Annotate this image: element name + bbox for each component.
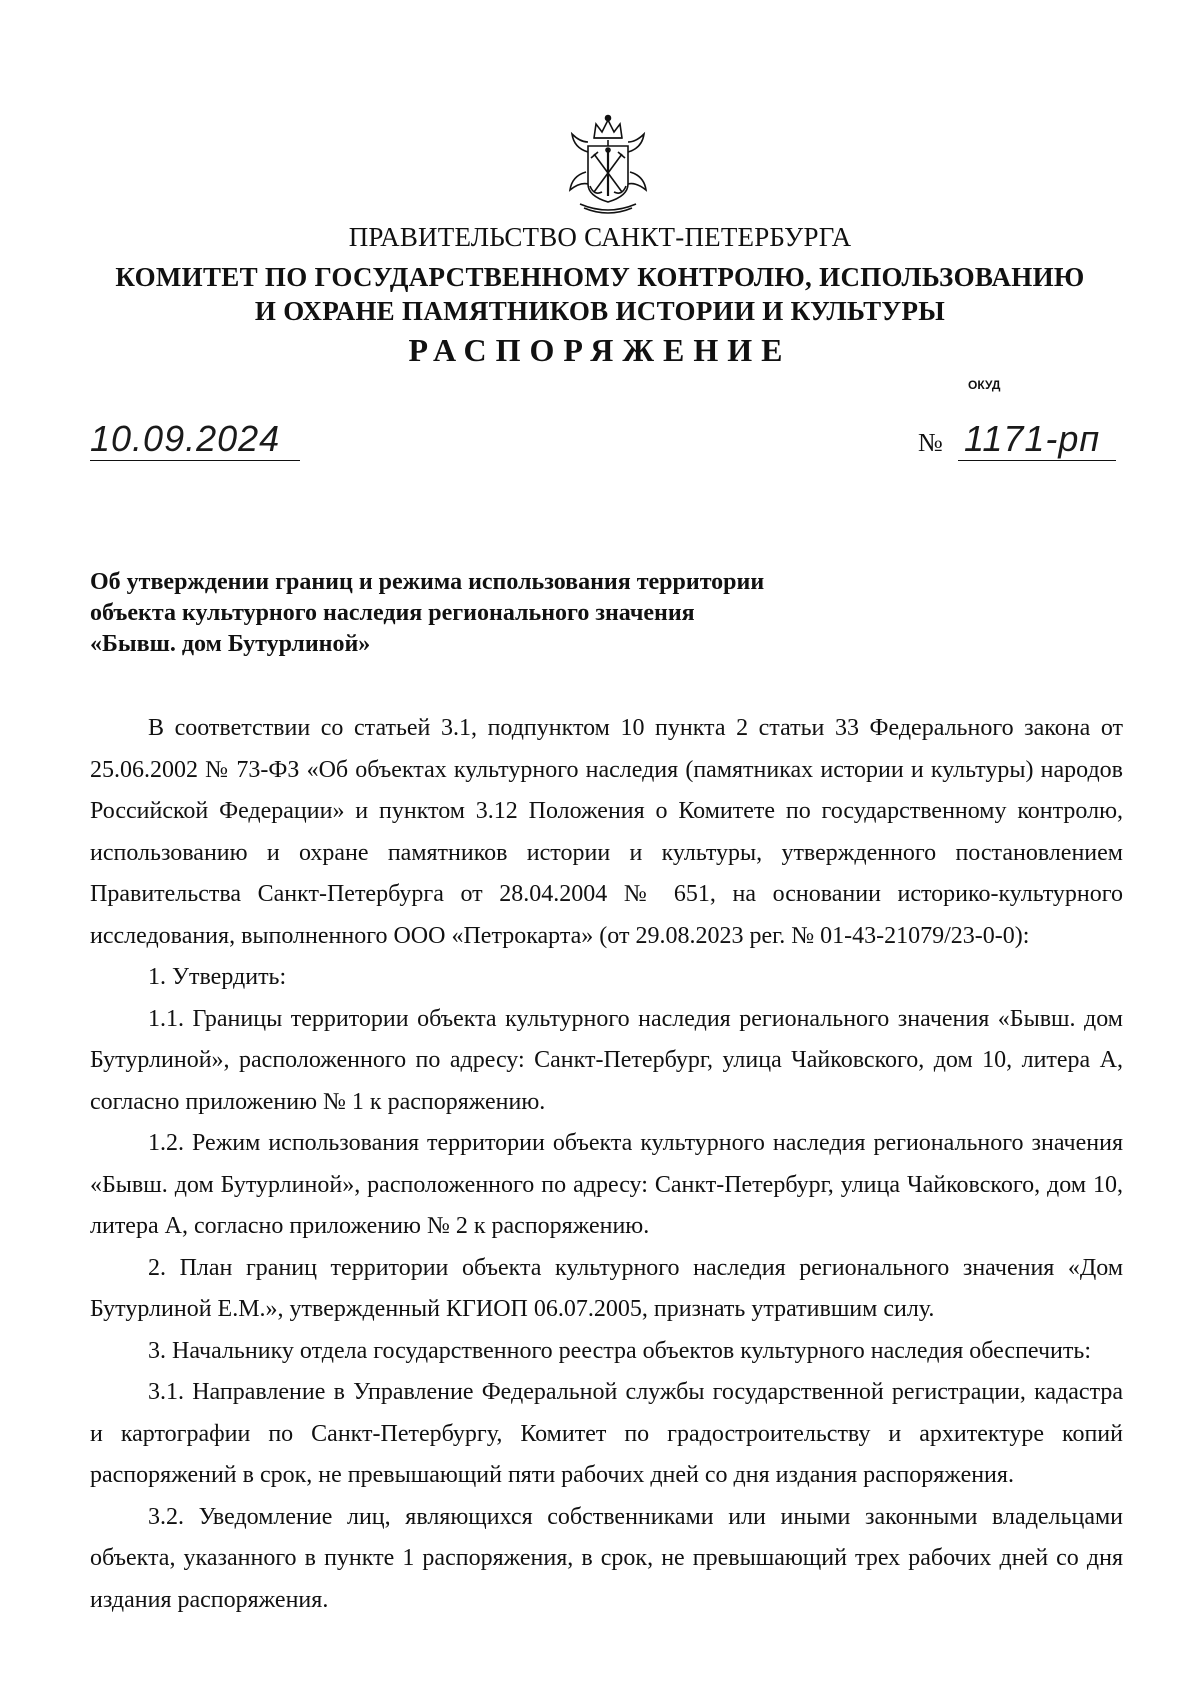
body-paragraph-2: 2. План границ территории объекта культурного наследия регионального значения «Дом Бутурлиной Е.М.», утвержденный КГИОП 06.07.2005, признать утратившим силу.: [90, 1254, 1123, 1322]
document-number-field: [918, 418, 1130, 466]
st-petersburg-coat-of-arms-icon: [560, 112, 656, 216]
body-paragraph-preamble: В соответствии со статьей 3.1, подпунктом 10 пункта 2 статьи 33 Федерального закона от 25.06.2002 № 73-ФЗ «Об объектах культурного наследия (памятниках истории и культуры) народов Российской Федерации» и пунктом 3.12 Положения о Комитете по государственному контролю, использованию и охране памятников истории и культуры, утвержденного постановлением Правительства Санкт-Петербурга от 28.04.2004 № 651, на основании историко-культурного исследования, выполненного ООО «Петрокарта» (от 29.08.2023 рег. № 01-43-21079/23-0-0):: [90, 715, 1123, 949]
document-number: 1171-рп: [964, 418, 1101, 459]
body-paragraph-3: 3. Начальнику отдела государственного реестра объектов культурного наследия обеспечить:: [148, 1337, 1091, 1364]
government-title: ПРАВИТЕЛЬСТВО САНКТ-ПЕТЕРБУРГА: [348, 222, 852, 252]
body-paragraph-1: 1. Утвердить:: [148, 964, 287, 990]
body-paragraph-1-1: 1.1. Границы территории объекта культурного наследия регионального значения «Бывш. дом Бутурлиной», расположенного по адресу: Санкт-Петербург, улица Чайковского, дом 10, литера А, согласно приложению № 1 к распоряжению.: [90, 1005, 1123, 1115]
subject-line: Об утверждении границ и режима использования территории: [90, 569, 765, 595]
document-subject: [90, 567, 850, 660]
number-sign: №: [918, 428, 943, 457]
subject-line: «Бывш. дом Бутурлиной»: [90, 631, 371, 657]
document-body: [90, 708, 1123, 1621]
body-paragraph-3-2: 3.2. Уведомление лиц, являющихся собственниками или иными законными владельцами объекта, указанного в пункте 1 распоряжения, в срок, не превышающий трех рабочих дней со дня издания распоряжения.: [90, 1503, 1123, 1613]
subject-line: объекта культурного наследия регионального значения: [90, 600, 695, 626]
document-date-field: [90, 418, 300, 466]
document-type-title: РАСПОРЯЖЕНИЕ: [408, 332, 792, 368]
okud-label: ОКУД: [968, 378, 1001, 392]
body-paragraph-1-2: 1.2. Режим использования территории объекта культурного наследия регионального значения «Бывш. дом Бутурлиной», расположенного по адресу: Санкт-Петербург, улица Чайковского, дом 10, литера А, согласно приложению № 2 к распоряжению.: [90, 1130, 1123, 1239]
committee-title-line2: И ОХРАНЕ ПАМЯТНИКОВ ИСТОРИИ И КУЛЬТУРЫ: [254, 296, 946, 326]
number-underline: [958, 460, 1116, 461]
date-underline: [90, 460, 300, 461]
committee-title-line1: КОМИТЕТ ПО ГОСУДАРСТВЕННОМУ КОНТРОЛЮ, ИСПОЛЬЗОВАНИЮ: [115, 262, 1085, 292]
document-date: 10.09.2024: [90, 418, 281, 459]
body-paragraph-3-1: 3.1. Направление в Управление Федеральной службы государственной регистрации, кадастра и картографии по Санкт-Петербургу, Комитет по градостроительству и архитектуре копий распоряжений в срок, не превышающий пяти рабочих дней со дня издания распоряжения.: [90, 1379, 1123, 1488]
